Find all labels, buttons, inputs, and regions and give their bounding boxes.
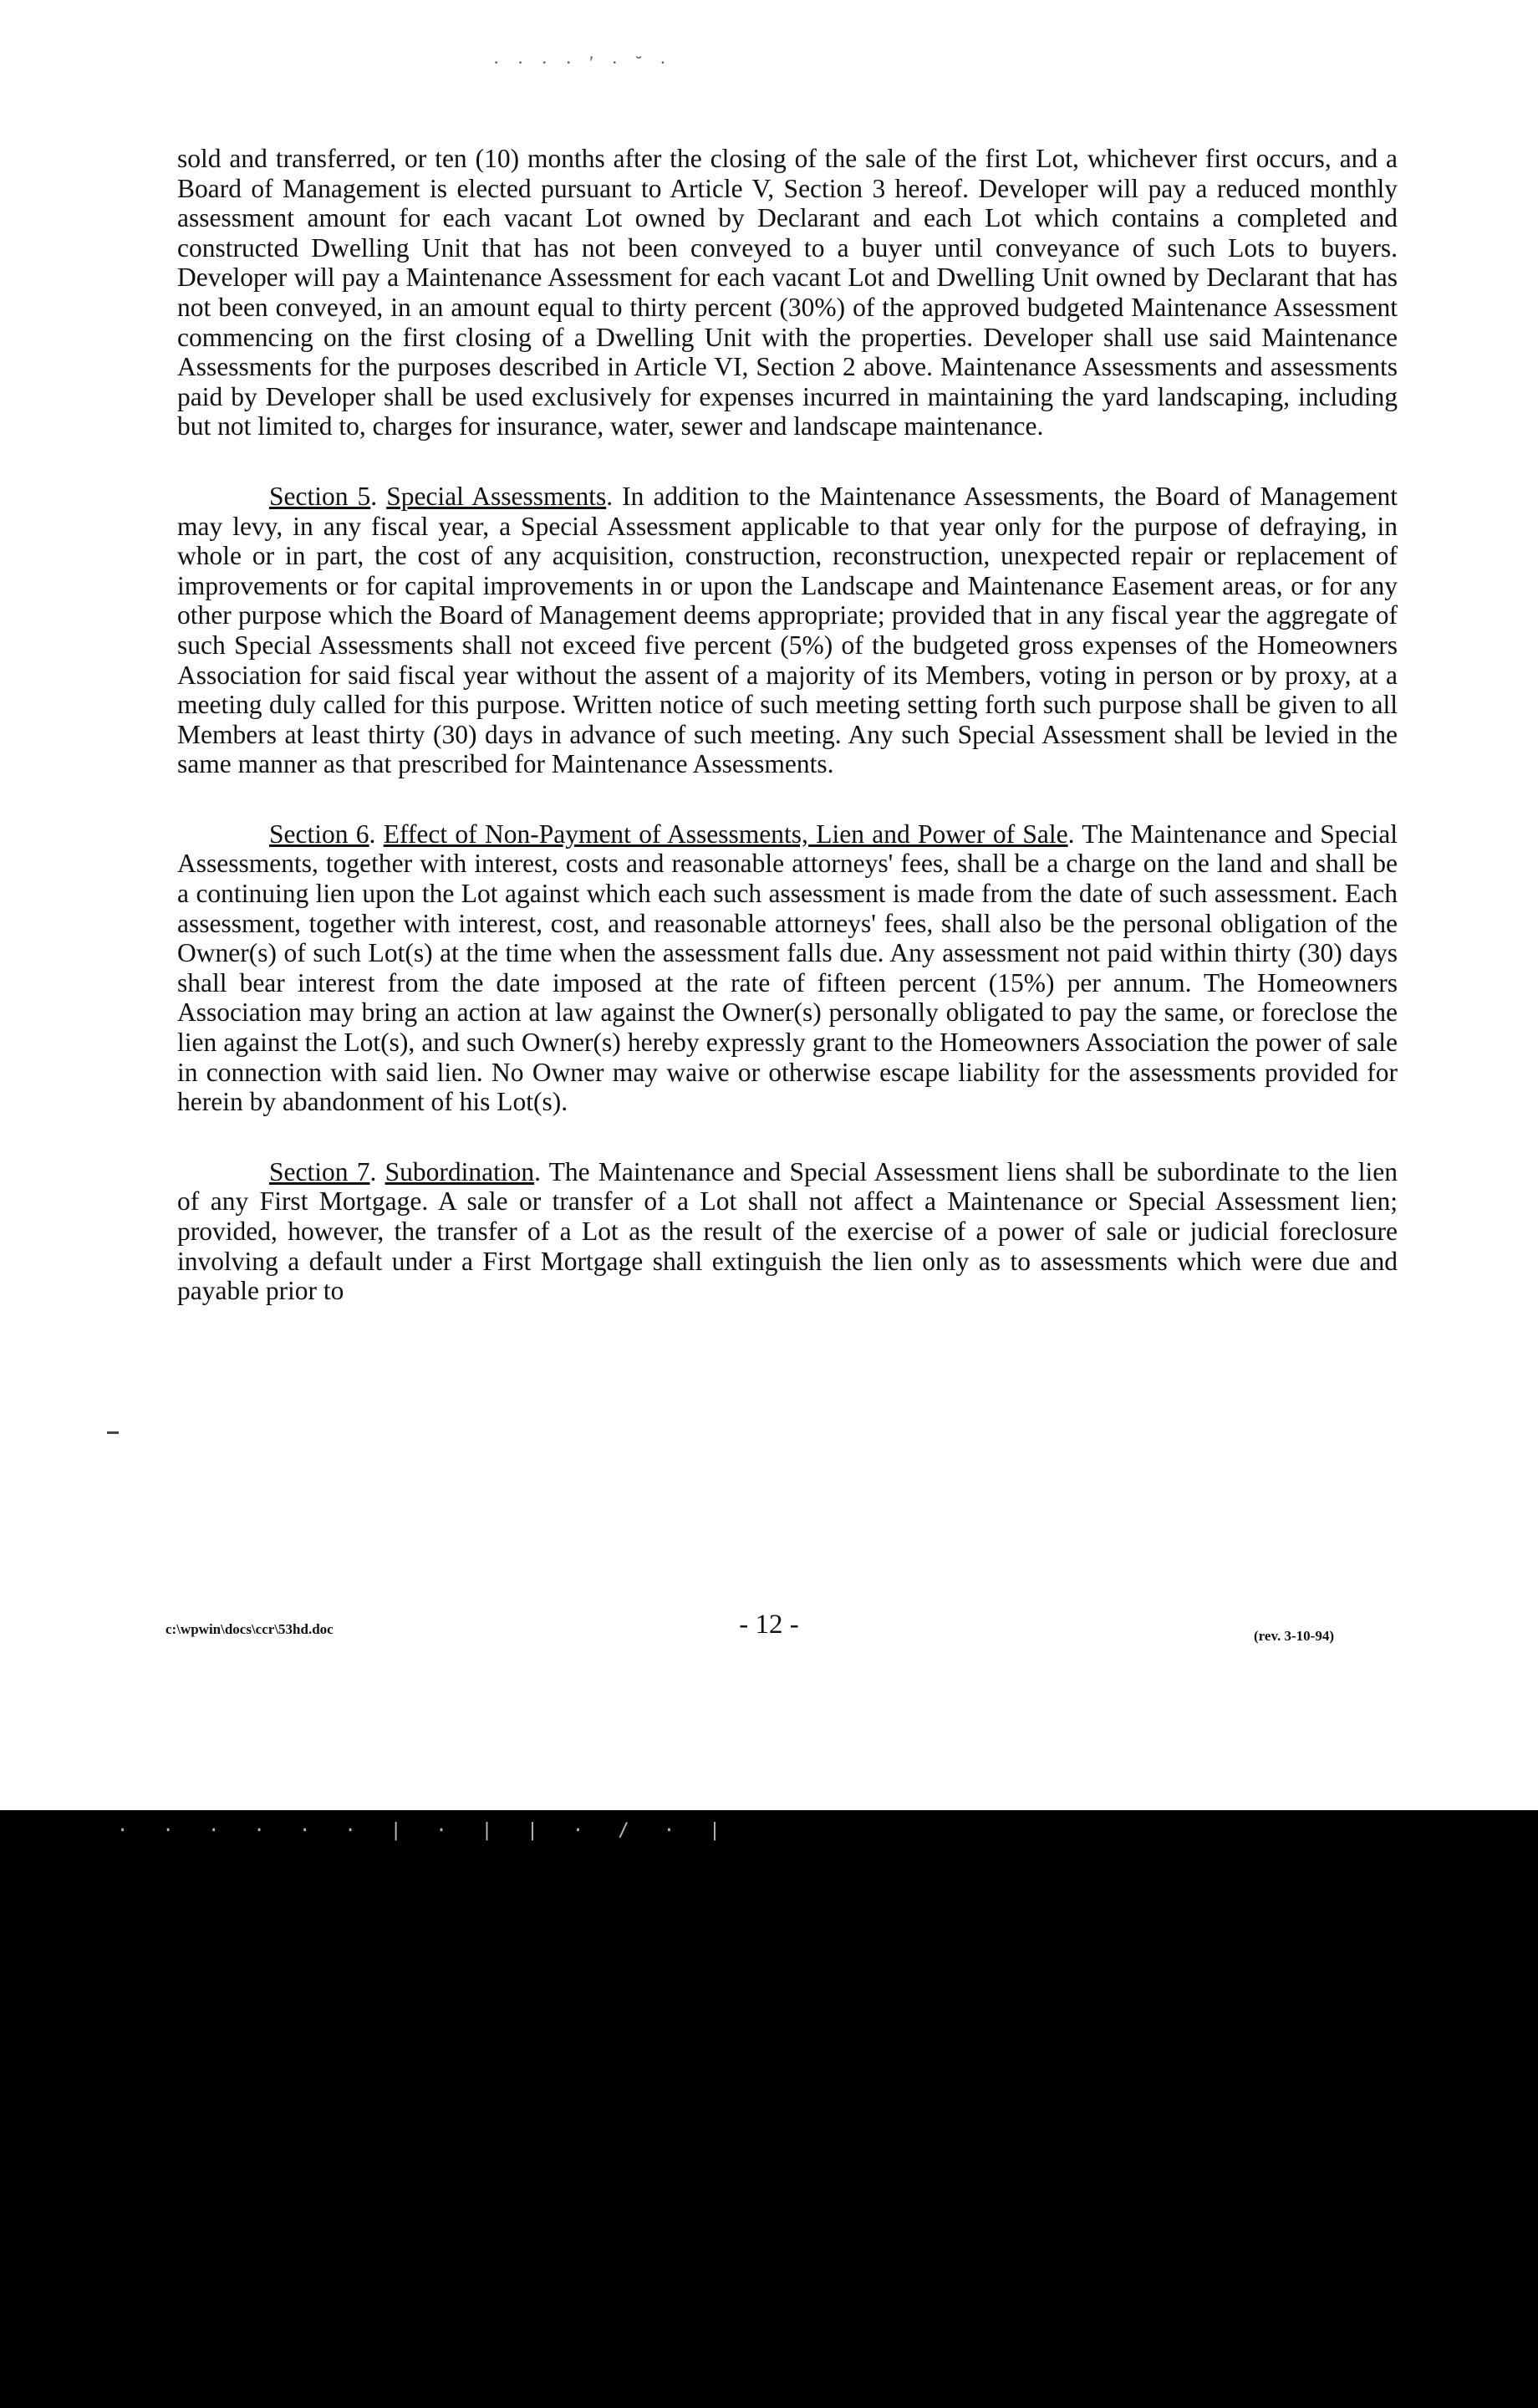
footer-file-path: c:\wpwin\docs\ccr\53hd.doc [166,1621,334,1637]
section-7-paragraph: Section 7. Subordination. The Maintenance and Special Assessment liens shall be subordinate to the lien of any First Mortgage. A sale or transfer of a Lot shall not affect a Maintenance or Special Assessment lien; provided, however, the transfer of a Lot as the result of the exercise of a power of sale or judicial foreclosure involving a default under a First Mortgage shall extinguish the lien only as to assessments which were due and payable prior to [177,1156,1398,1306]
section-7-label: Section 7 [269,1156,370,1186]
section-5-label: Section 5 [269,481,371,511]
section-5-text: In addition to the Maintenance Assessments, the Board of Management may levy, in any fiscal year, a Special Assessment applicable to that year only for the purpose of defraying, in whole or in part, the cost of any acquisition, construction, reconstruction, unexpected repair or replacement of improvements or for capital improvements in or upon the Landscape and Maintenance Easement areas, or for any other purpose which the Board of Management deems appropriate; provided that in any fiscal year the aggregate of such Special Assessments shall not exceed five percent (5%) of the budgeted gross expenses of the Homeowners Association for said fiscal year without the assent of a majority of its Members, voting in person or by proxy, at a meeting duly called for this purpose. Written notice of such meeting setting forth such purpose shall be given to all Members at least thirty (30) days in advance of such meeting. Any such Special Assessment shall be levied in the same manner as that prescribed for Maintenance Assessments. [177,481,1398,779]
section-7-title: Subordination [384,1156,535,1186]
footer-page-number: - 12 - [739,1610,799,1640]
section-5-title: Special Assessments [386,481,607,511]
scan-black-band [0,1810,1538,2408]
scan-speckles: · · · · ′ · ˘ · [493,52,673,73]
document-body [177,144,1398,1346]
section-6-label: Section 6 [269,819,369,849]
section-6-text: The Maintenance and Special Assessments, together with interest, costs and reasonable attorneys' fees, shall be a charge on the land and shall be a continuing lien upon the Lot against which each such assessment is made from the date of such assessment. Each assessment, together with interest, cost, and reasonable attorneys' fees, shall also be the personal obligation of the Owner(s) of such Lot(s) at the time when the assessment falls due. Any assessment not paid within thirty (30) days shall bear interest from the date imposed at the rate of fifteen percent (15%) per annum. The Homeowners Association may bring an action at law against the Owner(s) personally obligated to pay the same, or foreclose the lien against the Lot(s), and such Owner(s) hereby expressly grant to the Homeowners Association the power of sale in connection with said lien. No Owner may waive or otherwise escape liability for the assessments provided for herein by abandonment of his Lot(s). [177,819,1398,1117]
page-footer [0,1610,1538,1660]
scan-band-marks: · · · · · · | · | | · / · | [117,1820,732,1841]
section-7-text: The Maintenance and Special Assessment liens shall be subordinate to the lien of any First Mortgage. A sale or transfer of a Lot shall not affect a Maintenance or Special Assessment lien; provided, however, the transfer of a Lot as the result of the exercise of a power of sale or judicial foreclosure involving a default under a First Mortgage shall extinguish the lien only as to assessments which were due and payable prior to [177,1156,1398,1306]
section-5-paragraph: Section 5. Special Assessments. In addition to the Maintenance Assessments, the Board of Management may levy, in any fiscal year, a Special Assessment applicable to that year only for the purpose of defraying, in whole or in part, the cost of any acquisition, construction, reconstruction, unexpected repair or replacement of improvements or for capital improvements in or upon the Landscape and Maintenance Easement areas, or for any other purpose which the Board of Management deems appropriate; provided that in any fiscal year the aggregate of such Special Assessments shall not exceed five percent (5%) of the budgeted gross expenses of the Homeowners Association for said fiscal year without the assent of a majority of its Members, voting in person or by proxy, at a meeting duly called for this purpose. Written notice of such meeting setting forth such purpose shall be given to all Members at least thirty (30) days in advance of such meeting. Any such Special Assessment shall be levied in the same manner as that prescribed for Maintenance Assessments. [177,481,1398,779]
paragraph-intro: sold and transferred, or ten (10) months after the closing of the sale of the first Lot, whichever first occurs, and a Board of Management is elected pursuant to Article V, Section 3 hereof. Developer will pay a reduced monthly assessment amount for each vacant Lot owned by Declarant and each Lot which contains a completed and constructed Dwelling Unit that has not been conveyed to a buyer until conveyance of such Lots to buyers. Developer will pay a Maintenance Assessment for each vacant Lot and Dwelling Unit owned by Declarant that has not been conveyed, in an amount equal to thirty percent (30%) of the approved budgeted Maintenance Assessment commencing on the first closing of a Dwelling Unit with the properties. Developer shall use said Maintenance Assessments for the purposes described in Article VI, Section 2 above. Maintenance Assessments and assessments paid by Developer shall be used exclusively for expenses incurred in maintaining the yard landscaping, including but not limited to, charges for insurance, water, sewer and landscape maintenance. [177,144,1398,441]
footer-revision: (rev. 3-10-94) [1254,1628,1334,1644]
section-6-title: Effect of Non-Payment of Assessments, Lien and Power of Sale [383,819,1068,849]
margin-mark [107,1431,119,1434]
section-6-paragraph: Section 6. Effect of Non-Payment of Assessments, Lien and Power of Sale. The Maintenance and Special Assessments, together with interest, costs and reasonable attorneys' fees, shall be a charge on the land and shall be a continuing lien upon the Lot against which each such assessment is made from the date of such assessment. Each assessment, together with interest, cost, and reasonable attorneys' fees, shall also be the personal obligation of the Owner(s) of such Lot(s) at the time when the assessment falls due. Any assessment not paid within thirty (30) days shall bear interest from the date imposed at the rate of fifteen percent (15%) per annum. The Homeowners Association may bring an action at law against the Owner(s) personally obligated to pay the same, or foreclose the lien against the Lot(s), and such Owner(s) hereby expressly grant to the Homeowners Association the power of sale in connection with said lien. No Owner may waive or otherwise escape liability for the assessments provided for herein by abandonment of his Lot(s). [177,819,1398,1117]
